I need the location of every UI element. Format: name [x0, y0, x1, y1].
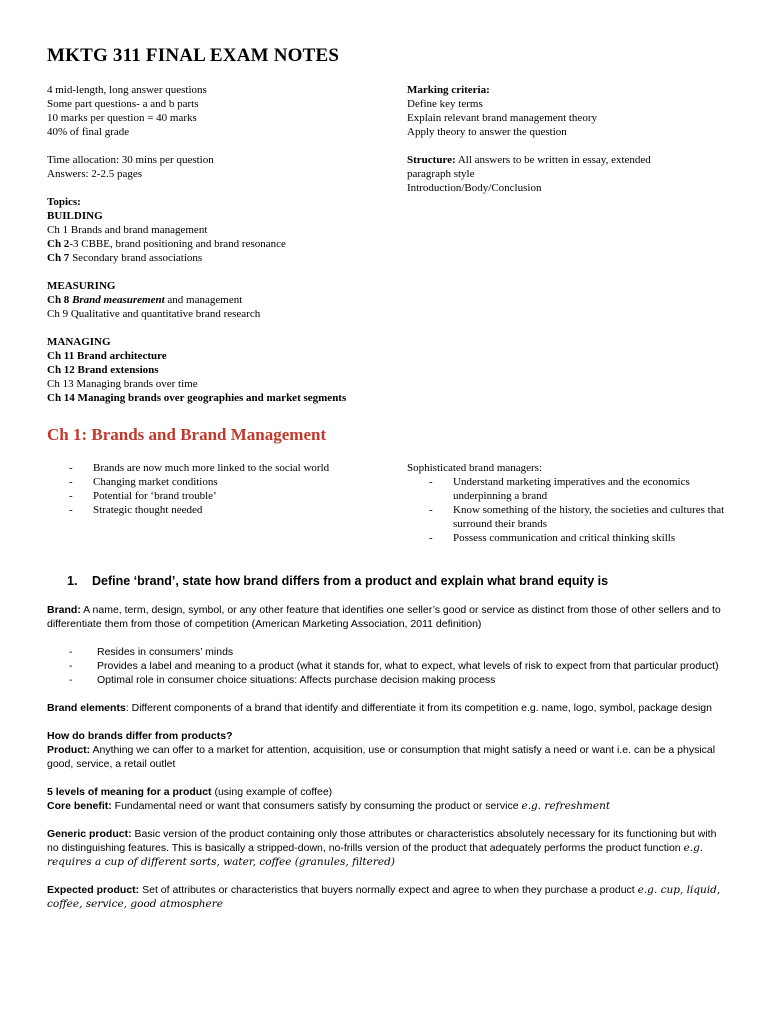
brand-definition-text: A name, term, design, symbol, or any other feature that identifies one seller’s good or service as distinct from those of other sellers and to differentiate them from those of competition (American Marketing Association, 2011 definition) [47, 604, 721, 630]
list-item: - Know something of the history, the societies and cultures that surround their brands [407, 503, 727, 531]
topic-item: Ch 13 Managing brands over time [47, 378, 198, 390]
marking-criteria-line: Define key terms [407, 98, 483, 110]
managing-heading: MANAGING [47, 336, 111, 348]
building-heading: BUILDING [47, 210, 103, 222]
question-text: Define ‘brand’, state how brand differs from a product and explain what brand equity is [92, 574, 609, 588]
chapter-bullets-right [407, 461, 727, 545]
topic-item: Ch 14 Managing brands over geographies and market segments [47, 392, 347, 404]
structure-line: Introduction/Body/Conclusion [407, 182, 542, 194]
list-item: - Strategic thought needed [47, 503, 347, 517]
structure-text: All answers to be written in essay, extended [455, 154, 651, 166]
expected-text: Set of attributes or characteristics that buyers normally expect and agree to when they purchase a product [139, 884, 638, 896]
core-benefit [47, 799, 727, 813]
exam-info-line: Some part questions- a and b parts [47, 98, 199, 110]
structure-label: Structure: [407, 154, 456, 166]
measuring-heading: MEASURING [47, 280, 116, 292]
generic-example: e.g. requires a cup of different sorts, water, coffee (granules, filtered) [47, 842, 704, 868]
core-text: Fundamental need or want that consumers satisfy by consuming the product or service [111, 800, 522, 812]
structure-line [407, 153, 727, 167]
topic-text: Secondary brand associations [69, 252, 203, 264]
document-title: MKTG 311 FINAL EXAM NOTES [47, 45, 340, 66]
topic-text: and management [164, 294, 243, 306]
product-label: Product: [47, 744, 91, 756]
generic-product [47, 827, 727, 869]
expected-label: Expected product: [47, 884, 140, 896]
structure-line: paragraph style [407, 168, 475, 180]
topic-prefix: Ch 8 [47, 294, 73, 306]
marking-criteria-line: Explain relevant brand management theory [407, 112, 597, 124]
exam-info [47, 83, 387, 181]
differ-heading: How do brands differ from products? [47, 730, 233, 742]
exam-info-line: 4 mid-length, long answer questions [47, 84, 207, 96]
levels-heading-note: (using example of coffee) [211, 786, 333, 798]
topics-label: Topics: [47, 196, 81, 208]
list-item: - Optimal role in consumer choice situations: Affects purchase decision making process [47, 673, 727, 687]
topic-item [47, 237, 727, 251]
core-example: e.g. refreshment [521, 800, 611, 812]
list-item: - Changing market conditions [47, 475, 347, 489]
topic-item: Ch 9 Qualitative and quantitative brand research [47, 308, 261, 320]
brand-definition [47, 603, 727, 631]
topic-item [47, 293, 727, 307]
brand-bullets [47, 645, 727, 687]
brand-elements-label: Brand elements [47, 702, 126, 714]
generic-text: Basic version of the product containing only those attributes or characteristics absolutely necessary for its functioning but with no distinguishing features. This is basically a stripped-down, no-frills version of the product that adequately performs the product function [47, 828, 717, 854]
list-item: - Provides a label and meaning to a product (what it stands for, what to expect, what levels of risk to expect from that particular product) [47, 659, 727, 673]
topic-item: Ch 12 Brand extensions [47, 364, 159, 376]
marking-criteria-line: Apply theory to answer the question [407, 126, 567, 138]
chapter-bullets-left [47, 461, 347, 517]
topic-item: Ch 11 Brand architecture [47, 350, 167, 362]
exam-info-line: 40% of final grade [47, 126, 130, 138]
expected-product [47, 883, 727, 911]
exam-info-line: 10 marks per question = 40 marks [47, 112, 197, 124]
list-item: - Understand marketing imperatives and the economics underpinning a brand [407, 475, 727, 503]
brand-elements-text: : Different components of a brand that identify and differentiate it from its competition e.g. name, logo, symbol, package design [125, 702, 712, 714]
chapter-heading: Ch 1: Brands and Brand Management [47, 425, 327, 444]
product-definition [47, 743, 727, 771]
generic-label: Generic product: [47, 828, 132, 840]
topic-prefix: Ch 2 [47, 238, 70, 250]
list-item: - Brands are now much more linked to the social world [47, 461, 347, 475]
core-label: Core benefit: [47, 800, 112, 812]
topics-section [47, 195, 727, 405]
list-item: - Resides in consumers’ minds [47, 645, 727, 659]
marking-criteria-label: Marking criteria: [407, 84, 490, 96]
answer-length: Answers: 2-2.5 pages [47, 168, 143, 180]
topic-item [47, 251, 727, 265]
question-number: 1. [67, 574, 78, 588]
notes-body [47, 603, 727, 911]
time-allocation: Time allocation: 30 mins per question [47, 154, 214, 166]
brand-managers-intro: Sophisticated brand managers: [407, 462, 543, 474]
levels-heading [47, 785, 727, 799]
list-item: - Possess communication and critical thinking skills [407, 531, 727, 545]
marking-criteria [407, 83, 727, 195]
topic-italic: Brand measurement [72, 294, 165, 306]
question-heading [47, 573, 737, 589]
topic-text: -3 CBBE, brand positioning and brand resonance [69, 238, 286, 250]
brand-elements [47, 701, 727, 715]
product-text: Anything we can offer to a market for attention, acquisition, use or consumption that might satisfy a need or want i.e. can be a physical good, service, a retail outlet [47, 744, 716, 770]
list-item: - Potential for ‘brand trouble’ [47, 489, 347, 503]
expected-example: e.g. cup, liquid, coffee, service, good atmosphere [47, 884, 721, 910]
topic-item: Ch 1 Brands and brand management [47, 224, 208, 236]
levels-heading-text: 5 levels of meaning for a product [47, 786, 212, 798]
topic-prefix: Ch 7 [47, 252, 70, 264]
brand-label: Brand: [47, 604, 81, 616]
